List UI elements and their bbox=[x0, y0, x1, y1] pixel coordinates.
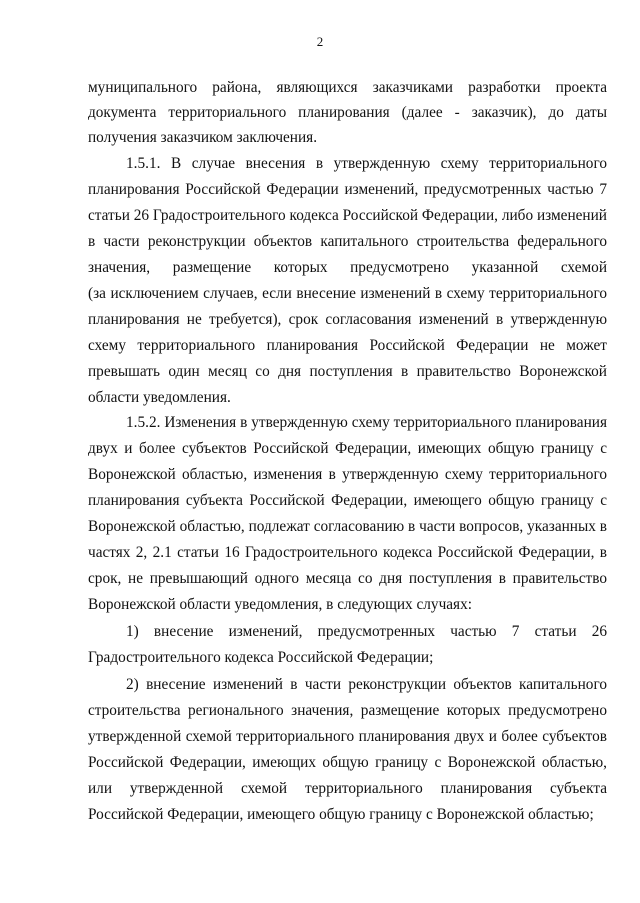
text-line: Градостроительного кодекса Российской Федерации; bbox=[88, 649, 434, 666]
text-line: 1) внесение изменений, предусмотренных частью 7 статьи 26 bbox=[126, 623, 607, 640]
text-line: строительства регионального значения, размещение которых предусмотрено bbox=[88, 702, 607, 719]
text-line: получения заказчиком заключения. bbox=[88, 129, 318, 146]
text-line: Воронежской областью, изменения в утвержденную схему территориального bbox=[88, 466, 607, 483]
text-line: превышать один месяц со дня поступления в правительство Воронежской bbox=[88, 363, 607, 380]
text-line: Российской Федерации, имеющих общую границу с Воронежской областью, bbox=[88, 754, 607, 771]
text-line: Российской Федерации, имеющего общую границу с Воронежской областью; bbox=[88, 806, 594, 823]
text-line: (за исключением случаев, если внесение изменений в схему территориального bbox=[88, 285, 607, 302]
text-line: частях 2, 2.1 статьи 16 Градостроительного кодекса Российской Федерации, в bbox=[88, 544, 607, 561]
text-line: Воронежской области уведомления, в следующих случаях: bbox=[88, 596, 472, 613]
text-line: утвержденной схемой территориального планирования двух и более субъектов bbox=[88, 728, 607, 745]
text-line: планирования субъекта Российской Федерации, имеющего общую границу с bbox=[88, 492, 607, 509]
text-line: 1.5.1. В случае внесения в утвержденную схему территориального bbox=[126, 155, 607, 172]
text-line: планирования Российской Федерации изменений, предусмотренных частью 7 bbox=[88, 181, 607, 198]
text-line: статьи 26 Градостроительного кодекса Российской Федерации, либо изменений bbox=[88, 207, 607, 224]
text-line: планирования не требуется), срок согласования изменений в утвержденную bbox=[88, 311, 607, 328]
text-line: Воронежской областью, подлежат согласованию в части вопросов, указанных в bbox=[88, 518, 607, 535]
text-line: в части реконструкции объектов капитального строительства федерального bbox=[88, 233, 607, 250]
text-line: схему территориального планирования Российской Федерации не может bbox=[88, 337, 607, 354]
text-line: 1.5.2. Изменения в утвержденную схему территориального планирования bbox=[126, 414, 607, 431]
text-line: или утвержденной схемой территориального планирования субъекта bbox=[88, 780, 607, 797]
text-line: срок, не превышающий одного месяца со дня поступления в правительство bbox=[88, 570, 607, 587]
text-line: области уведомления. bbox=[88, 389, 231, 406]
text-line: значения, размещение которых предусмотрено указанной схемой bbox=[88, 259, 607, 276]
text-line: 2) внесение изменений в части реконструкции объектов капитального bbox=[126, 676, 607, 693]
page-number: 2 bbox=[316, 34, 324, 49]
text-line: документа территориального планирования (далее - заказчик), до даты bbox=[88, 104, 607, 121]
text-line: двух и более субъектов Российской Федерации, имеющих общую границу с bbox=[88, 440, 607, 457]
text-line: муниципального района, являющихся заказчиками разработки проекта bbox=[88, 79, 607, 96]
